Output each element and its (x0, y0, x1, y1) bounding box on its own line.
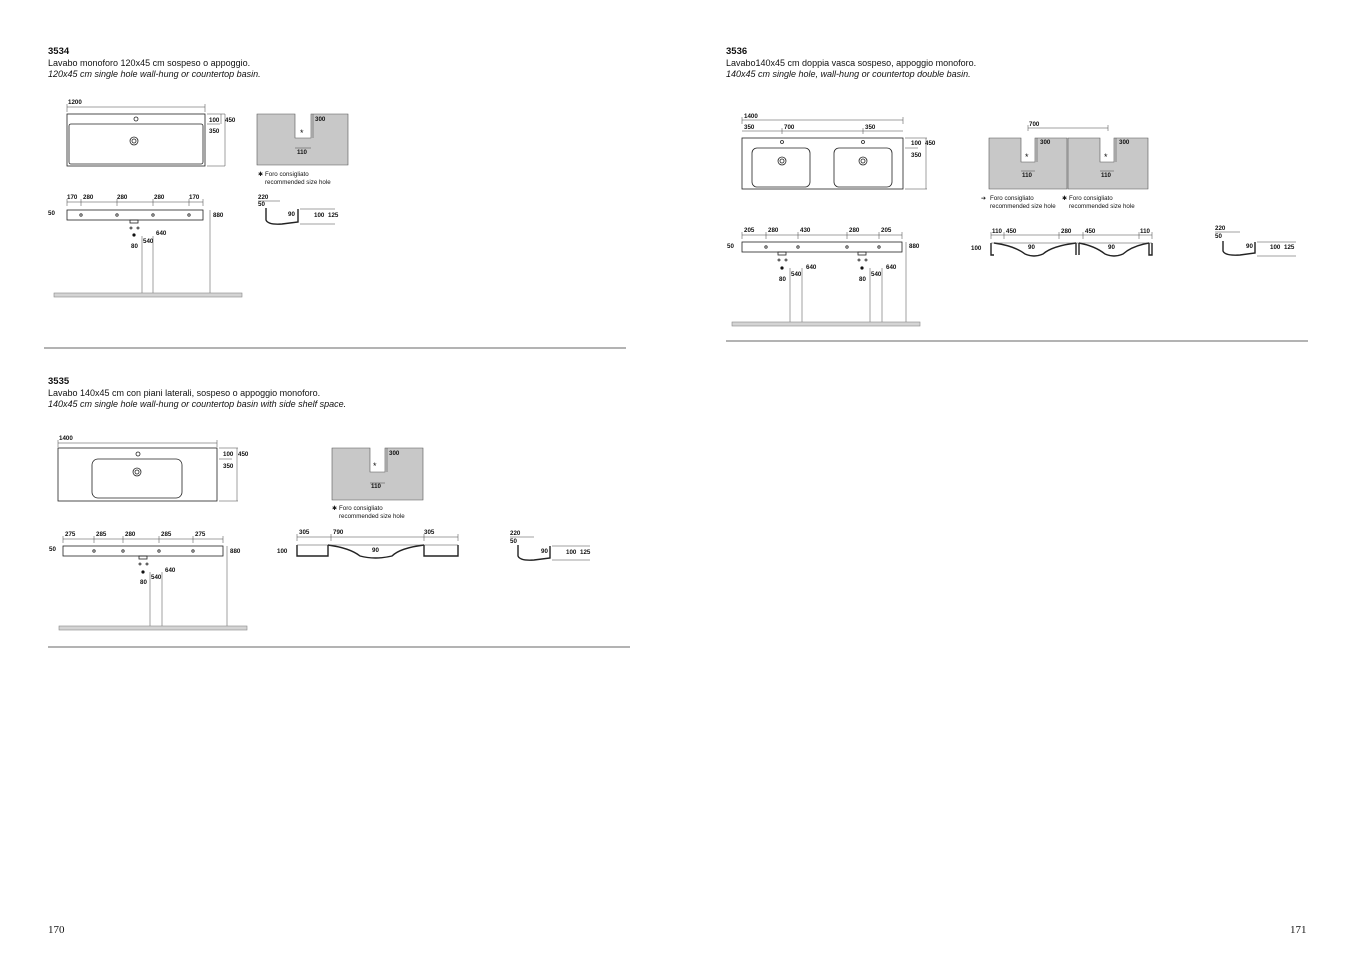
dim-label: 125 (580, 549, 591, 556)
drawing-3535-top-view (58, 435, 249, 501)
dim-label: 220 (258, 194, 269, 201)
dim-label: 90 (288, 211, 295, 218)
dim-label: 50 (510, 538, 517, 545)
dim-label: 170 (67, 194, 78, 201)
asterisk-icon: ✱ (332, 505, 338, 512)
dim-label: 450 (1085, 228, 1096, 235)
drawing-3534-side-section (258, 194, 339, 224)
dim-label: 1400 (744, 113, 758, 120)
dim-label: 280 (117, 194, 128, 201)
note-en: recommended size hole (339, 513, 405, 520)
dim-label: 700 (784, 124, 795, 131)
dim-label: 540 (143, 238, 154, 245)
drawing-3535-side-section (510, 530, 591, 560)
asterisk-icon: * (300, 128, 304, 138)
dim-label: 300 (1119, 139, 1130, 146)
dim-label: 90 (1028, 244, 1035, 251)
dim-label: 100 (277, 548, 288, 555)
dim-label: 275 (65, 531, 76, 538)
dim-label: 280 (154, 194, 165, 201)
dim-label: 220 (1215, 225, 1226, 232)
dim-label: 450 (225, 117, 236, 124)
dim-label: 880 (213, 212, 224, 219)
dim-label: 300 (315, 116, 326, 123)
dim-label: 430 (800, 227, 811, 234)
dim-label: 350 (744, 124, 755, 131)
dim-label: 700 (1029, 121, 1040, 128)
drawing-3534-hole-template (257, 114, 348, 186)
dim-label: 540 (151, 574, 162, 581)
drawing-3534-top-view (67, 99, 236, 166)
dim-label: 640 (806, 264, 817, 271)
dim-label: 280 (125, 531, 136, 538)
dim-label: 285 (161, 531, 172, 538)
dim-label: 300 (389, 450, 400, 457)
dim-label: 50 (727, 243, 734, 250)
dim-label: 350 (911, 152, 922, 159)
product-title-it: Lavabo monoforo 120x45 cm sospeso o appoggio. (48, 57, 251, 68)
dim-label: 205 (744, 227, 755, 234)
dim-label: 110 (1101, 172, 1111, 179)
product-code: 3536 (726, 46, 748, 57)
dim-label: 80 (779, 276, 786, 283)
dim-label: 110 (1140, 228, 1150, 235)
dim-label: 100 (971, 245, 982, 252)
dim-label: 50 (258, 201, 265, 208)
dim-label: 90 (1246, 243, 1253, 250)
drawing-3534-front-view (48, 194, 242, 297)
drawing-3535-long-section (277, 529, 458, 558)
dim-label: 540 (791, 271, 802, 278)
asterisk-icon: ✱ (258, 171, 264, 178)
dim-label: 50 (48, 210, 55, 217)
dim-label: 110 (371, 483, 381, 490)
product-title-it: Lavabo 140x45 cm con piani laterali, sospeso o appoggio monoforo. (48, 387, 321, 398)
dim-label: 880 (909, 243, 920, 250)
dim-label: 90 (541, 548, 548, 555)
drawing-3536-top-view (742, 113, 936, 189)
product-title-it: Lavabo140x45 cm doppia vasca sospeso, appoggio monoforo. (726, 57, 977, 68)
asterisk-icon: * (1025, 152, 1029, 162)
dim-label: 275 (195, 531, 206, 538)
dim-label: 100 (566, 549, 577, 556)
dim-label: 640 (165, 567, 176, 574)
dim-label: 450 (1006, 228, 1017, 235)
note-it: Foro consigliato (339, 505, 383, 512)
dim-label: 280 (849, 227, 860, 234)
dim-label: 80 (859, 276, 866, 283)
dim-label: 350 (223, 463, 234, 470)
note-it: Foro consigliato (990, 195, 1034, 202)
product-code: 3535 (48, 376, 70, 387)
dim-label: 285 (96, 531, 107, 538)
drawing-3535-front-view (49, 531, 247, 630)
asterisk-icon: ➔ (981, 195, 987, 202)
dim-label: 640 (156, 230, 167, 237)
dim-label: 280 (83, 194, 94, 201)
dim-label: 280 (1061, 228, 1072, 235)
dim-label: 90 (372, 547, 379, 554)
dim-label: 1200 (68, 99, 82, 106)
dim-label: 100 (911, 140, 922, 147)
dim-label: 80 (131, 243, 138, 250)
dim-label: 110 (992, 228, 1002, 235)
note-en: recommended size hole (265, 179, 331, 186)
dim-label: 110 (297, 149, 307, 156)
dim-label: 50 (49, 546, 56, 553)
dim-label: 170 (189, 194, 200, 201)
product-code: 3534 (48, 46, 70, 57)
dim-label: 350 (209, 128, 220, 135)
note-it: Foro consigliato (1069, 195, 1113, 202)
product-title-en: 140x45 cm single hole, wall-hung or countertop double basin. (726, 69, 971, 79)
drawing-3536-front-view (727, 227, 920, 326)
dim-label: 100 (314, 212, 325, 219)
asterisk-icon: ✱ (1062, 195, 1068, 202)
dim-label: 1400 (59, 435, 73, 442)
asterisk-icon: * (1104, 152, 1108, 162)
dim-label: 540 (871, 271, 882, 278)
dim-label: 220 (510, 530, 521, 537)
dim-label: 305 (299, 529, 310, 536)
dim-label: 450 (925, 140, 936, 147)
dim-label: 350 (865, 124, 876, 131)
dim-label: 80 (140, 579, 147, 586)
dim-label: 305 (424, 529, 435, 536)
product-title-en: 140x45 cm single hole wall-hung or countertop basin with side shelf space. (48, 399, 347, 409)
product-title-en: 120x45 cm single hole wall-hung or countertop basin. (48, 69, 261, 79)
drawing-3536-side-section (1215, 225, 1296, 256)
note-it: Foro consigliato (265, 171, 309, 178)
dim-label: 640 (886, 264, 897, 271)
asterisk-icon: * (373, 461, 377, 471)
dim-label: 880 (230, 548, 241, 555)
page-number-left: 170 (48, 924, 65, 936)
dim-label: 50 (1215, 233, 1222, 240)
dim-label: 300 (1040, 139, 1051, 146)
dim-label: 100 (1270, 244, 1281, 251)
page-number-right: 171 (1290, 924, 1307, 936)
note-en: recommended size hole (990, 203, 1056, 210)
dim-label: 125 (328, 212, 339, 219)
dim-label: 100 (223, 451, 234, 458)
dim-label: 790 (333, 529, 344, 536)
note-en: recommended size hole (1069, 203, 1135, 210)
dim-label: 450 (238, 451, 249, 458)
dim-label: 90 (1108, 244, 1115, 251)
dim-label: 100 (209, 117, 220, 124)
drawing-3536-hole-template (981, 121, 1148, 210)
dim-label: 125 (1284, 244, 1295, 251)
dim-label: 205 (881, 227, 892, 234)
drawing-3536-long-section (971, 228, 1152, 256)
dim-label: 110 (1022, 172, 1032, 179)
dim-label: 280 (768, 227, 779, 234)
drawing-3535-hole-template (332, 448, 423, 520)
